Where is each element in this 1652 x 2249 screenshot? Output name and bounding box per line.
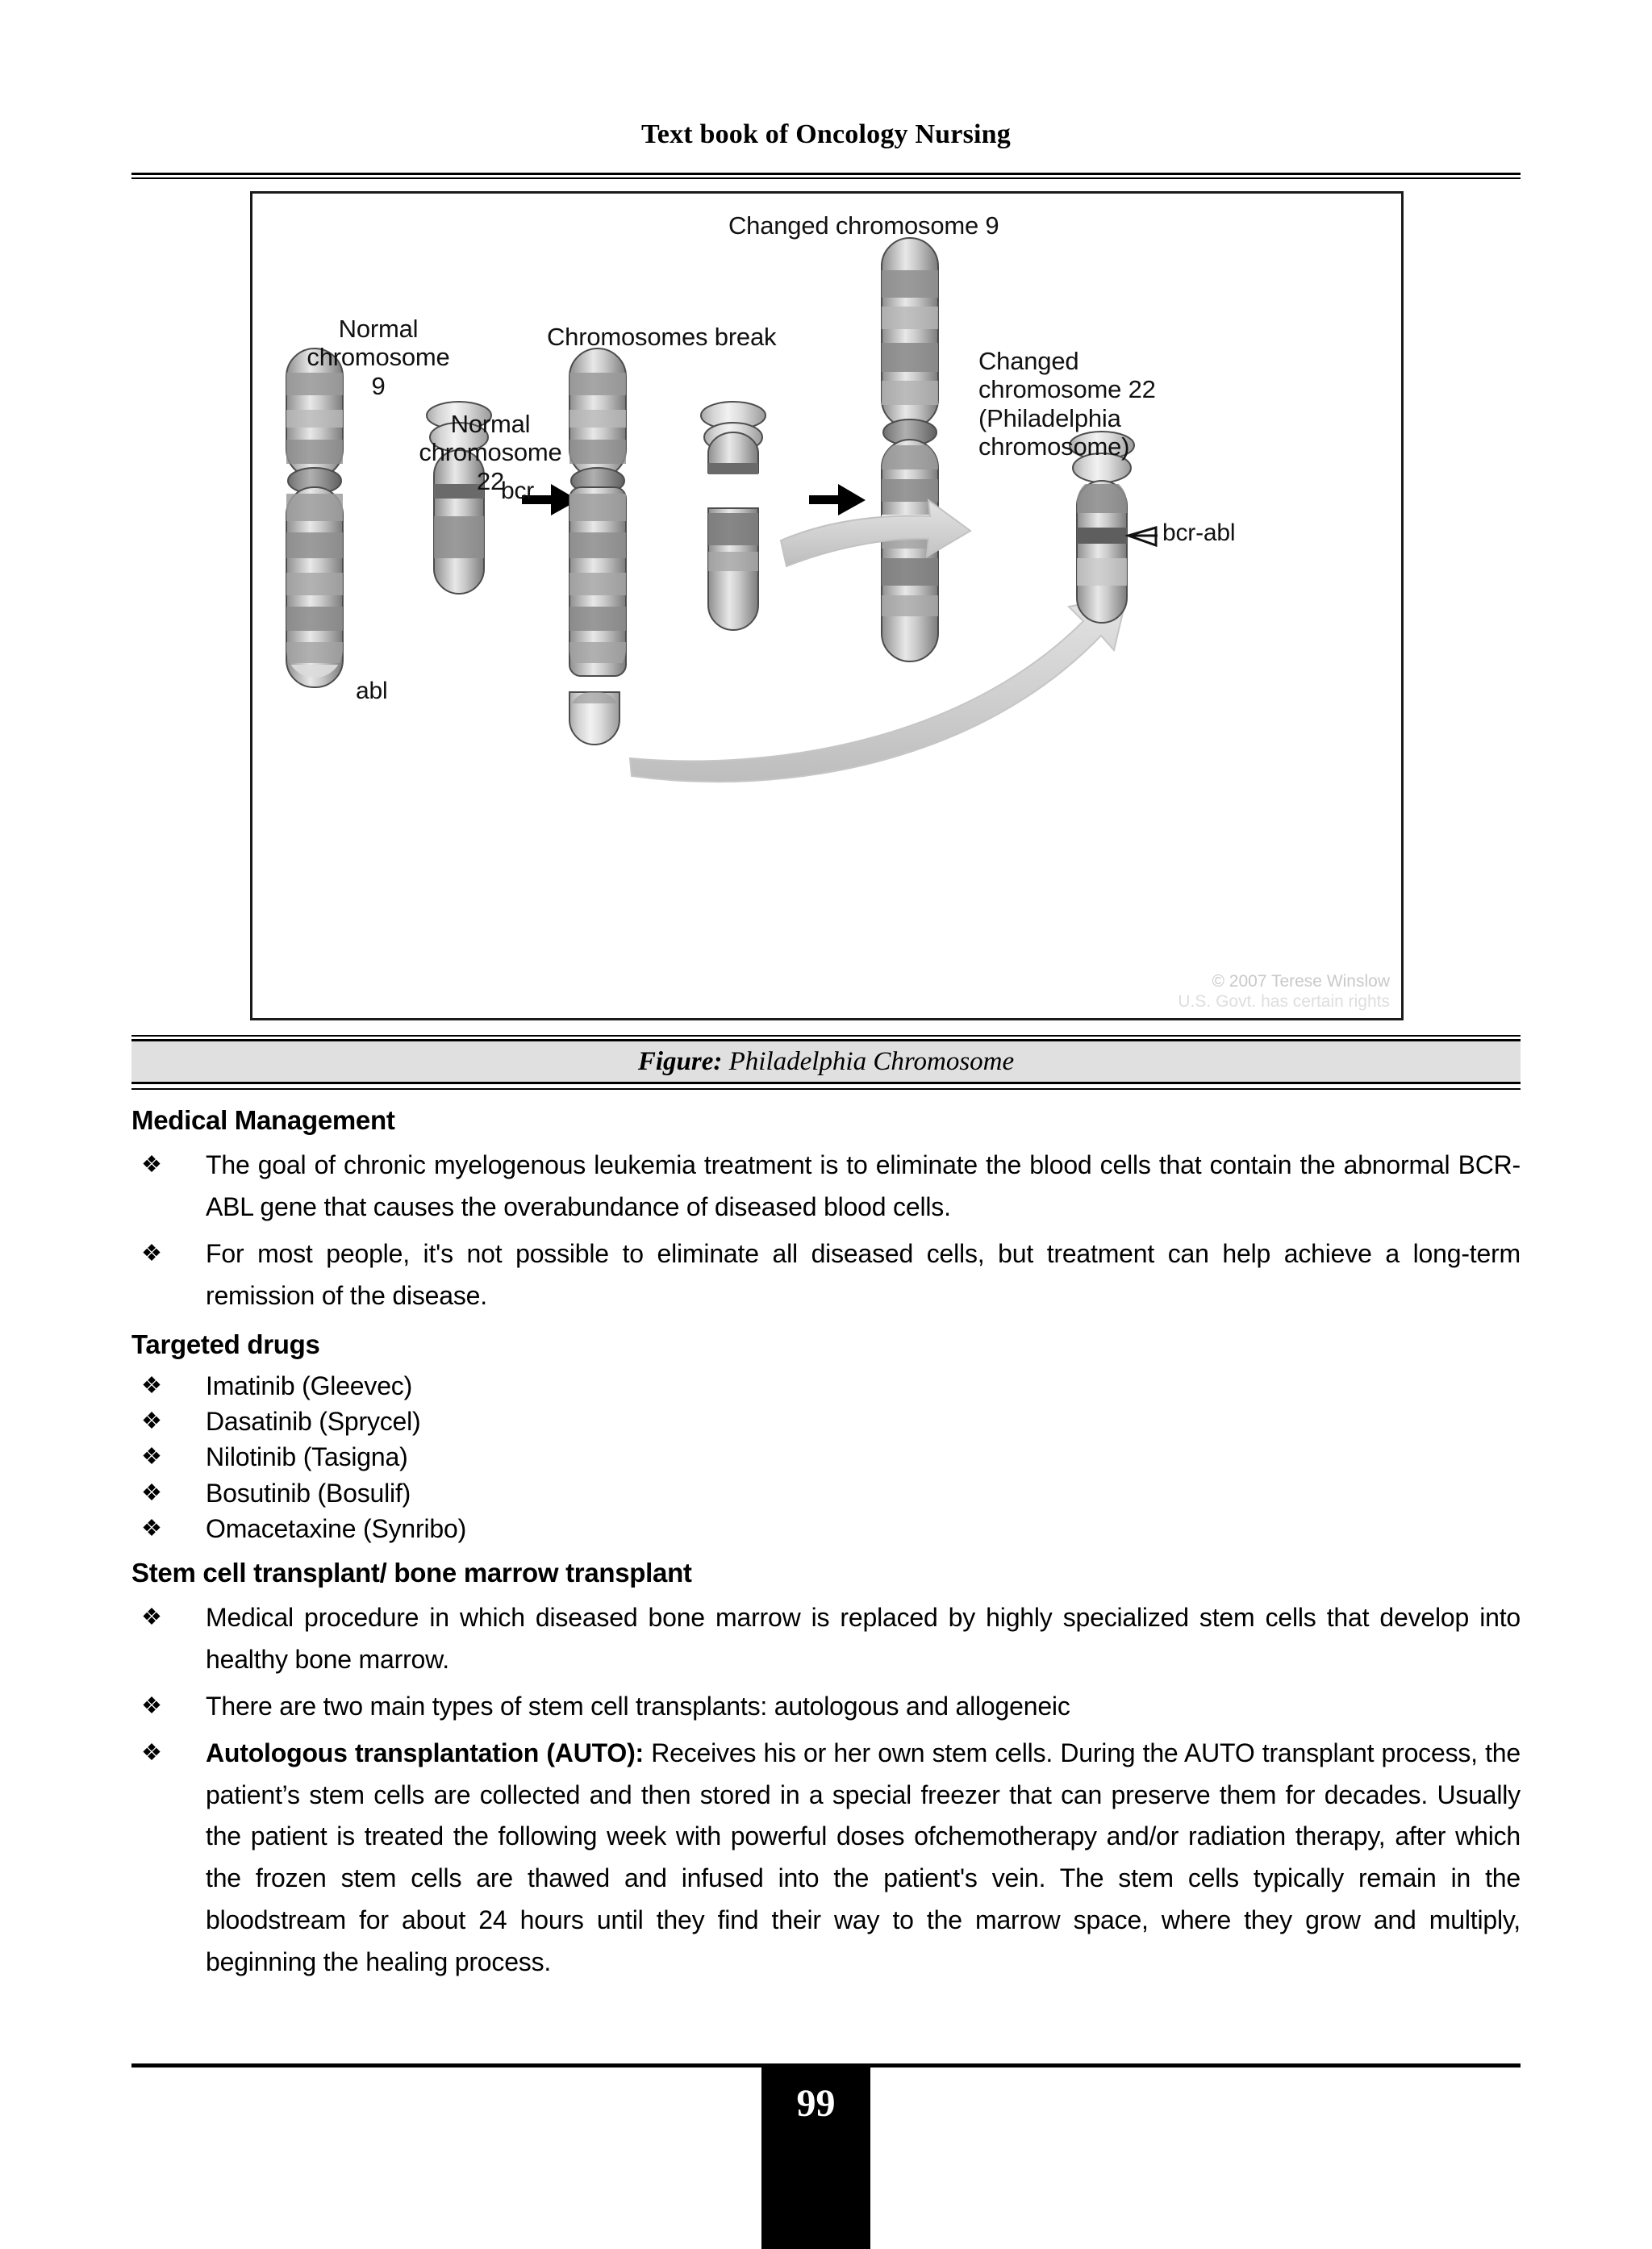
label-normal-chromosome-22: Normal chromosome 22: [419, 410, 562, 495]
list-item: ❖ Medical procedure in which diseased bone marrow is replaced by highly specialized stem cells that develop into healthy bone marrow.: [131, 1597, 1521, 1681]
body-content: [131, 1093, 1521, 1988]
list-targeted-drugs: [131, 1369, 1521, 1546]
autologous-term: Autologous transplantation (AUTO):: [206, 1738, 644, 1767]
label-bcr: bcr: [501, 478, 535, 504]
caption-body: Philadelphia Chromosome: [722, 1046, 1015, 1076]
list-item: ❖ Nilotinib (Tasigna): [131, 1440, 1521, 1474]
list-item: ❖ Imatinib (Gleevec): [131, 1369, 1521, 1403]
list-item: ❖ For most people, it's not possible to eliminate all diseased cells, but treatment can help achieve a long-term remission of the disease.: [131, 1233, 1521, 1317]
header-title: Text book of Oncology Nursing: [641, 119, 1011, 149]
label-changed-chromosome-22: Changed chromosome 22 (Philadelphia chromosome): [978, 347, 1156, 461]
chromosome-break-9-graphic: [569, 348, 626, 745]
caption-rule-bottom: [131, 1088, 1521, 1090]
caption-lead: Figure:: [637, 1046, 723, 1076]
list-item: ❖ There are two main types of stem cell transplants: autologous and allogeneic: [131, 1686, 1521, 1728]
caption-rule-top: [131, 1035, 1521, 1037]
autologous-description: Receives his or her own stem cells. During the AUTO transplant process, the patient’s stem cells are collected and then stored in a special freezer that can preserve them for decades. Usually the patient is treated the following week with powerful doses ofchemotherapy and/or radiation therapy, after which the frozen stem cells are thawed and infused into the patient's vein. The stem cells typically remain in the bloodstream for about 24 hours until they find their way to the marrow space, where they grow and multiply, beginning the healing process.: [206, 1738, 1521, 1976]
heading-stem-cell-transplant: Stem cell transplant/ bone marrow transplant: [131, 1557, 692, 1588]
heading-medical-management: Medical Management: [131, 1105, 395, 1135]
bcr-abl-band: [1077, 528, 1127, 544]
figure-philadelphia-chromosome: [250, 191, 1404, 1020]
label-changed-chromosome-9: Changed chromosome 9: [728, 211, 999, 240]
header-divider: [131, 173, 1521, 179]
arrow-transfer-long: [630, 595, 1127, 782]
chromosome-changed-9-graphic: [882, 238, 938, 661]
figure-copyright: [1178, 971, 1390, 1012]
list-stem-cell-transplant: [131, 1597, 1521, 1983]
label-normal-chromosome-9: Normal chromosome 9: [307, 315, 450, 400]
copyright-line-1: © 2007 Terese Winslow: [1212, 971, 1390, 991]
arrow-transfer-short: [781, 500, 970, 566]
label-abl: abl: [356, 678, 388, 704]
figure-caption-band: [131, 1039, 1521, 1084]
figure-caption: [638, 1047, 1014, 1077]
list-item: ❖ Bosutinib (Bosulif): [131, 1476, 1521, 1510]
list-item: ❖ Dasatinib (Sprycel): [131, 1404, 1521, 1438]
chromosome-break-22-graphic: [701, 402, 766, 630]
label-chromosomes-break: Chromosomes break: [547, 323, 777, 351]
list-medical-management: [131, 1145, 1521, 1316]
heading-targeted-drugs: Targeted drugs: [131, 1329, 320, 1359]
arrow-right-2: [809, 484, 866, 515]
label-bcr-abl: bcr-abl: [1162, 519, 1236, 546]
list-item-autologous: [131, 1733, 1521, 1984]
running-header: [131, 121, 1521, 148]
page-number-box: [761, 2065, 870, 2249]
list-item: ❖ The goal of chronic myelogenous leukemia treatment is to eliminate the blood cells that contain the abnormal BCR-ABL gene that causes the overabundance of diseased blood cells.: [131, 1145, 1521, 1229]
page-number: 99: [796, 2082, 836, 2125]
list-item: ❖ Omacetaxine (Synribo): [131, 1512, 1521, 1546]
copyright-line-2: U.S. Govt. has certain rights: [1178, 991, 1390, 1011]
